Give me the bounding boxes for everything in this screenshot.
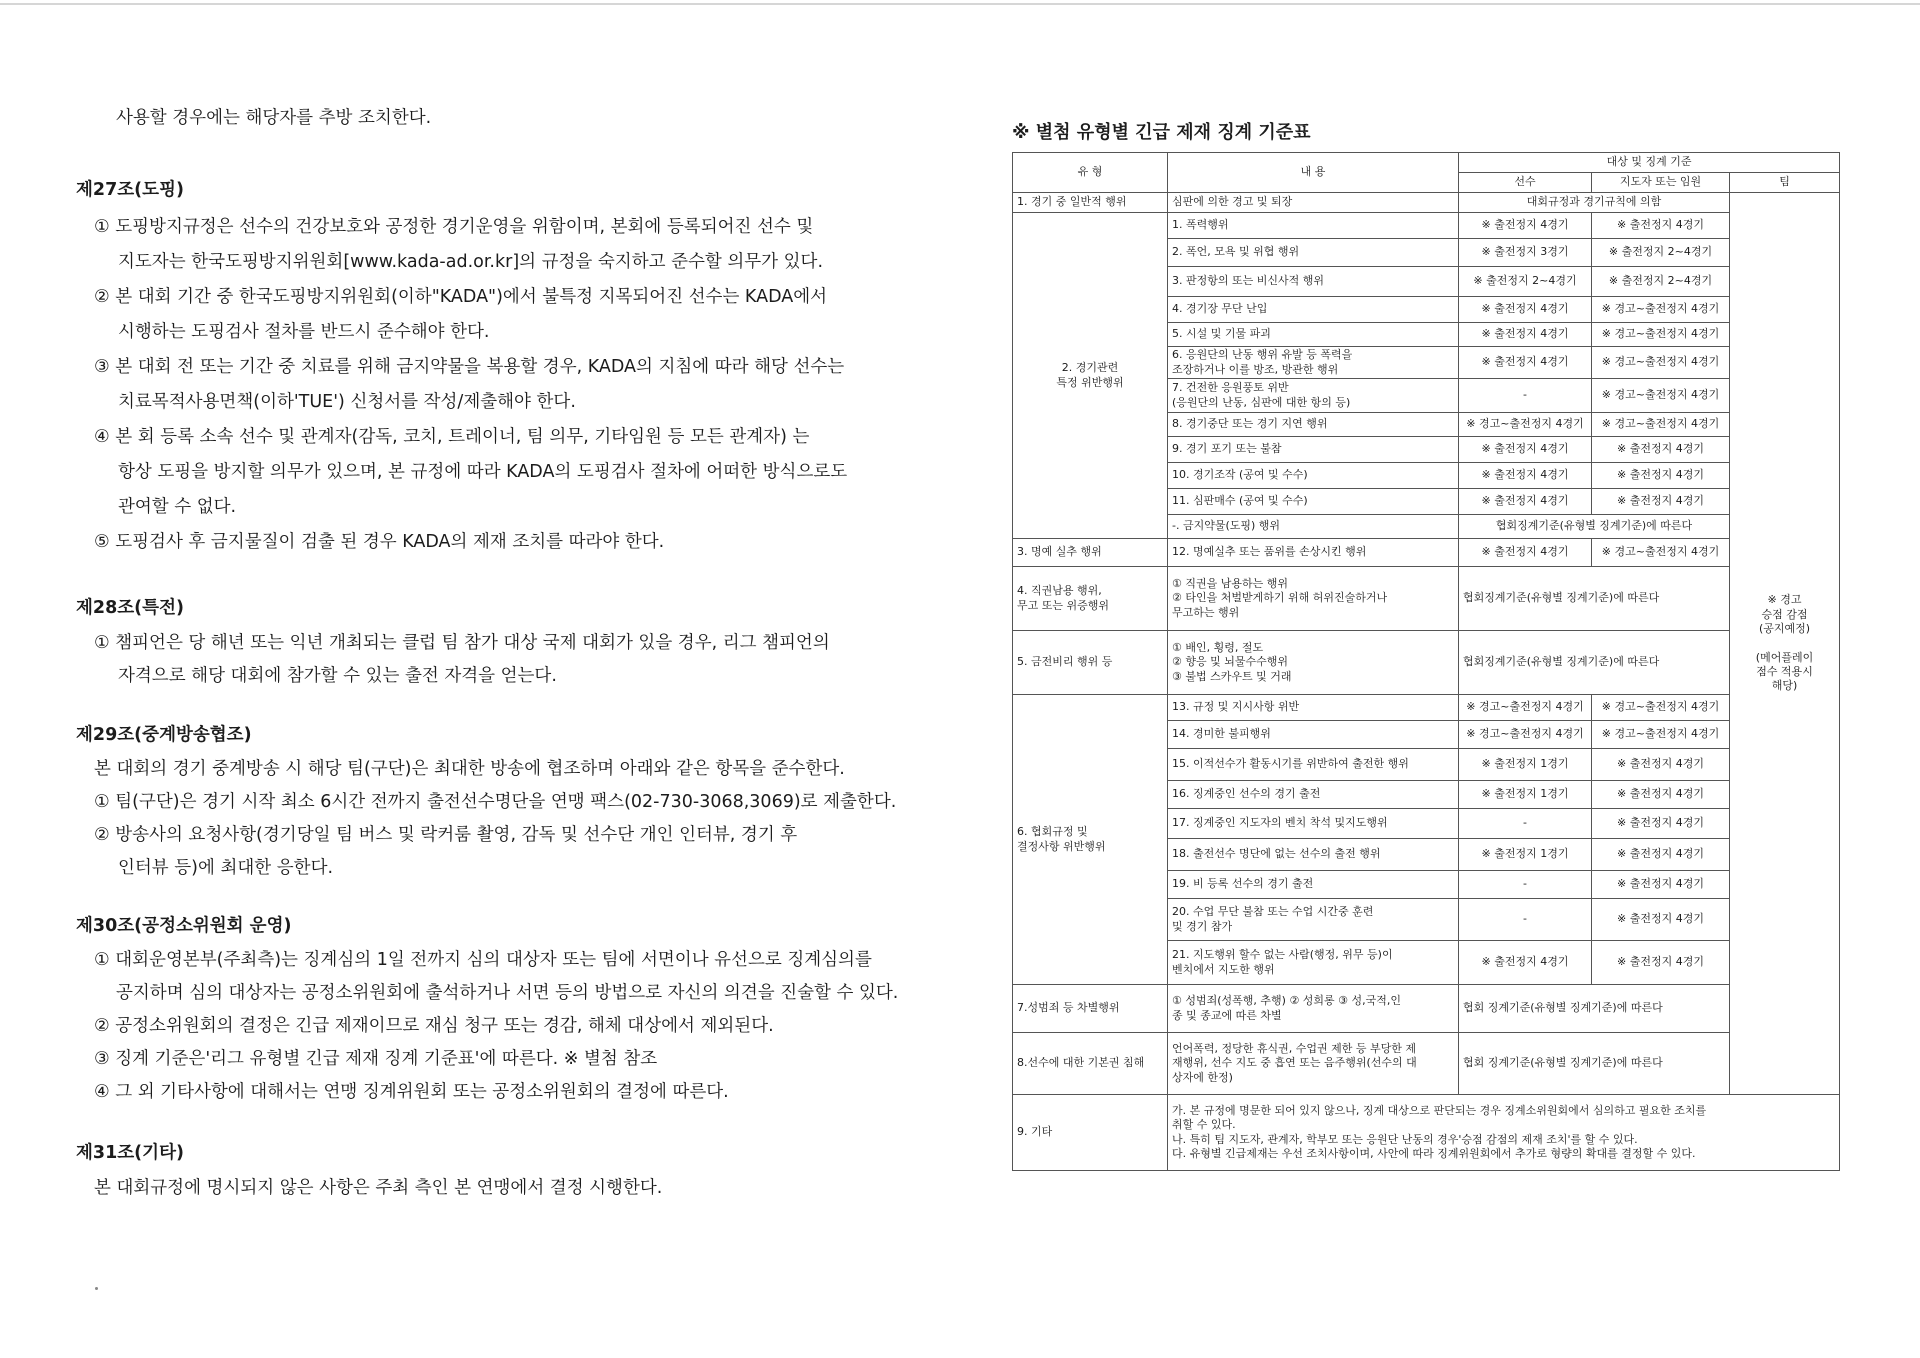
sanction-merged-cell: 협회 징계기준(유형별 징계기준)에 따른다 [1459, 1033, 1730, 1095]
coach-sanction-cell: ※ 출전정지 4경기 [1592, 839, 1730, 871]
text-line: 지도자는 한국도핑방지위원회[www.kada-ad.or.kr]의 규정을 숙지하고 준수할 의무가 있다. [118, 252, 824, 272]
text-line: 관여할 수 없다. [118, 497, 237, 517]
table-row [1013, 213, 1840, 239]
sanction-merged-cell: 협회징계기준(유형별 징계기준)에 따른다 [1459, 631, 1730, 695]
coach-sanction-cell: ※ 경고~출전정지 4경기 [1592, 721, 1730, 749]
content-cell: 20. 수업 무단 불참 또는 수업 시간중 훈련 및 경기 참가 [1168, 899, 1459, 941]
table-title: ※ 별첨 유형별 긴급 제재 징계 기준표 [1012, 122, 1311, 143]
text-line: ② 본 대회 기간 중 한국도핑방지위원회(이하"KADA")에서 불특정 지목되어진 선수는 KADA에서 [94, 287, 828, 307]
discipline-table [1012, 152, 1840, 1171]
coach-sanction-cell: ※ 출전정지 4경기 [1592, 809, 1730, 839]
content-cell: 14. 경미한 불피행위 [1168, 721, 1459, 749]
type-cell: 6. 협회규정 및 결정사항 위반행위 [1013, 695, 1168, 985]
coach-sanction-cell: ※ 출전정지 4경기 [1592, 489, 1730, 515]
sanction-merged-cell: 대회규정과 경기규칙에 의함 [1459, 193, 1730, 213]
coach-sanction-cell: ※ 출전정지 2~4경기 [1592, 239, 1730, 267]
coach-sanction-cell: ※ 출전정지 4경기 [1592, 213, 1730, 239]
player-sanction-cell: ※ 경고~출전정지 4경기 [1459, 695, 1592, 721]
text-line: 자격으로 해당 대회에 참가할 수 있는 출전 자격을 얻는다. [118, 666, 557, 686]
text-line: ① 챔피언은 당 해년 또는 익년 개최되는 클럽 팀 참가 대상 국제 대회가 있을 경우, 리그 챔피언의 [94, 633, 830, 653]
player-sanction-cell: ※ 출전정지 4경기 [1459, 347, 1592, 379]
text-line: 시행하는 도핑검사 절차를 반드시 준수해야 한다. [118, 322, 490, 342]
coach-sanction-cell: ※ 출전정지 4경기 [1592, 437, 1730, 463]
content-cell: 언어폭력, 정당한 휴식권, 수업권 제한 등 부당한 제 재행위, 선수 지도 중 흡연 또는 음주행위(선수의 대 상자에 한정) [1168, 1033, 1459, 1095]
type-cell: 1. 경기 중 일반적 행위 [1013, 193, 1168, 213]
text-line: ④ 본 회 등록 소속 선수 및 관계자(감독, 코치, 트레이너, 팀 의무, 기타임원 등 모든 관계자) 는 [94, 427, 810, 447]
type-cell: 9. 기타 [1013, 1095, 1168, 1171]
coach-sanction-cell: ※ 출전정지 4경기 [1592, 781, 1730, 809]
player-sanction-cell: ※ 출전정지 3경기 [1459, 239, 1592, 267]
header-target: 대상 및 징계 기준 [1459, 153, 1840, 173]
content-cell: ① 직권을 남용하는 행위 ② 타인을 처벌받게하기 위해 허위진술하거나 무고하는 행위 [1168, 567, 1459, 631]
text-line: 공지하며 심의 대상자는 공정소위원회에 출석하거나 서면 등의 방법으로 자신의 의견을 진술할 수 있다. [116, 983, 899, 1003]
content-cell: 3. 판정항의 또는 비신사적 행위 [1168, 267, 1459, 297]
header-content: 내 용 [1168, 153, 1459, 193]
scan-speck [95, 1287, 98, 1290]
article-heading: 제28조(특전) [76, 598, 184, 618]
text-line: 인터뷰 등)에 최대한 응한다. [118, 858, 334, 878]
type-cell: 4. 직권남용 행위, 무고 또는 위증행위 [1013, 567, 1168, 631]
sanction-merged-cell: 협회징계기준(유형별 징계기준)에 따른다 [1459, 515, 1730, 539]
type-cell: 2. 경기관련 특정 위반행위 [1013, 213, 1168, 539]
header-player: 선수 [1459, 173, 1592, 193]
player-sanction-cell: - [1459, 809, 1592, 839]
text-line: ④ 그 외 기타사항에 대해서는 연맹 징계위원회 또는 공정소위원회의 결정에 따른다. [94, 1082, 729, 1102]
player-sanction-cell: ※ 출전정지 1경기 [1459, 749, 1592, 781]
table-row [1013, 539, 1840, 567]
sanction-merged-cell: 협회 징계기준(유형별 징계기준)에 따른다 [1459, 985, 1730, 1033]
table-row [1013, 1095, 1840, 1171]
content-cell: 9. 경기 포기 또는 불참 [1168, 437, 1459, 463]
player-sanction-cell: ※ 출전정지 4경기 [1459, 463, 1592, 489]
player-sanction-cell: ※ 출전정지 4경기 [1459, 213, 1592, 239]
table-row [1013, 985, 1840, 1033]
table-row [1013, 1033, 1840, 1095]
coach-sanction-cell: ※ 출전정지 4경기 [1592, 899, 1730, 941]
text-line: ① 팀(구단)은 경기 시작 최소 6시간 전까지 출전선수명단을 연맹 팩스(02-730-3068,3069)로 제출한다. [94, 792, 897, 812]
content-cell: 10. 경기조작 (공여 및 수수) [1168, 463, 1459, 489]
coach-sanction-cell: ※ 경고~출전정지 4경기 [1592, 347, 1730, 379]
content-cell: ① 배인, 횡령, 절도 ② 향응 및 뇌물수수행위 ③ 불법 스카우트 및 거래 [1168, 631, 1459, 695]
type-cell: 7.성범죄 등 차별행위 [1013, 985, 1168, 1033]
player-sanction-cell: ※ 경고~출전정지 4경기 [1459, 721, 1592, 749]
content-cell: 16. 징계중인 선수의 경기 출전 [1168, 781, 1459, 809]
content-cell: 4. 경기장 무단 난입 [1168, 297, 1459, 323]
type-cell: 5. 금전비리 행위 등 [1013, 631, 1168, 695]
player-sanction-cell: ※ 출전정지 1경기 [1459, 781, 1592, 809]
coach-sanction-cell: ※ 출전정지 4경기 [1592, 463, 1730, 489]
content-cell: 6. 응원단의 난동 행위 유발 등 폭력을 조장하거나 이를 방조, 방관한 행위 [1168, 347, 1459, 379]
coach-sanction-cell: ※ 경고~출전정지 4경기 [1592, 297, 1730, 323]
content-cell: 18. 출전선수 명단에 없는 선수의 출전 행위 [1168, 839, 1459, 871]
coach-sanction-cell: ※ 출전정지 2~4경기 [1592, 267, 1730, 297]
coach-sanction-cell: ※ 경고~출전정지 4경기 [1592, 379, 1730, 413]
text-line: 항상 도핑을 방지할 의무가 있으며, 본 규정에 따라 KADA의 도핑검사 절차에 어떠한 방식으로도 [118, 462, 848, 482]
player-sanction-cell: - [1459, 379, 1592, 413]
content-cell: 13. 규정 및 지시사항 위반 [1168, 695, 1459, 721]
content-cell: 7. 건전한 응원풍토 위반 (응원단의 난동, 심판에 대한 항의 등) [1168, 379, 1459, 413]
text-line: ③ 징계 기준은'리그 유형별 긴급 제재 징계 기준표'에 따른다. ※ 별첨 참조 [94, 1049, 658, 1069]
text-line: 치료목적사용면책(이하'TUE') 신청서를 작성/제출해야 한다. [118, 392, 576, 412]
text-line: ① 도핑방지규정은 선수의 건강보호와 공정한 경기운영을 위함이며, 본회에 등록되어진 선수 및 [94, 217, 814, 237]
player-sanction-cell: ※ 출전정지 2~4경기 [1459, 267, 1592, 297]
content-cell: 가. 본 규정에 명문한 되어 있지 않으나, 징계 대상으로 판단되는 경우 징계소위원회에서 심의하고 필요한 조치를 취할 수 있다. 나. 특히 팀 지도자, 관계자, 학부모 또는 응원단 난동의 경우'승점 감점의 제재 조치'를 할 수 있다. 다. 유형별 긴급제재는 우선 조치사항이며, 사안에 따라 징계위원회에서 추가로 형량의 확대를 결정할 수 있다. [1168, 1095, 1840, 1171]
player-sanction-cell: ※ 경고~출전정지 4경기 [1459, 413, 1592, 437]
header-type: 유 형 [1013, 153, 1168, 193]
text-line: 본 대회의 경기 중계방송 시 해당 팀(구단)은 최대한 방송에 협조하며 아래와 같은 항목을 준수한다. [94, 759, 845, 779]
coach-sanction-cell: ※ 출전정지 4경기 [1592, 941, 1730, 985]
article-heading: 제30조(공정소위원회 운영) [76, 916, 292, 936]
player-sanction-cell: ※ 출전정지 1경기 [1459, 839, 1592, 871]
content-cell: 2. 폭언, 모욕 및 위협 행위 [1168, 239, 1459, 267]
player-sanction-cell: ※ 출전정지 4경기 [1459, 941, 1592, 985]
text-line: ② 공정소위원회의 결정은 긴급 제재이므로 재심 청구 또는 경감, 해체 대상에서 제외된다. [94, 1016, 774, 1036]
table-header-row [1013, 153, 1840, 173]
type-cell: 8.선수에 대한 기본권 침해 [1013, 1033, 1168, 1095]
content-cell: 21. 지도행위 할수 없는 사람(행정, 위무 등)이 벤치에서 지도한 행위 [1168, 941, 1459, 985]
content-cell: 심판에 의한 경고 및 퇴장 [1168, 193, 1459, 213]
player-sanction-cell: - [1459, 871, 1592, 899]
coach-sanction-cell: ※ 경고~출전정지 4경기 [1592, 539, 1730, 567]
team-sanction-cell: ※ 경고 승점 감점 (공지예정) (메어플레이 점수 적용시 해당) [1730, 193, 1840, 1095]
content-cell: 12. 명예실추 또는 품위를 손상시킨 행위 [1168, 539, 1459, 567]
player-sanction-cell: ※ 출전정지 4경기 [1459, 297, 1592, 323]
player-sanction-cell: - [1459, 899, 1592, 941]
article-heading: 제31조(기타) [76, 1143, 184, 1163]
coach-sanction-cell: ※ 경고~출전정지 4경기 [1592, 413, 1730, 437]
table-row [1013, 631, 1840, 695]
coach-sanction-cell: ※ 출전정지 4경기 [1592, 749, 1730, 781]
text-line: ⑤ 도핑검사 후 금지물질이 검출 된 경우 KADA의 제재 조치를 따라야 한다. [94, 532, 665, 552]
player-sanction-cell: ※ 출전정지 4경기 [1459, 323, 1592, 347]
content-cell: ① 성범죄(성폭행, 추행) ② 성희롱 ③ 성,국적,인 종 및 종교에 따른 차별 [1168, 985, 1459, 1033]
sanction-merged-cell: 협회징계기준(유형별 징계기준)에 따른다 [1459, 567, 1730, 631]
content-cell: -. 금지약물(도핑) 행위 [1168, 515, 1459, 539]
table-row [1013, 695, 1840, 721]
content-cell: 15. 이적선수가 활동시기를 위반하여 출전한 행위 [1168, 749, 1459, 781]
coach-sanction-cell: ※ 출전정지 4경기 [1592, 871, 1730, 899]
table-row [1013, 567, 1840, 631]
text-line: 본 대회규정에 명시되지 않은 사항은 주최 측인 본 연맹에서 결정 시행한다. [94, 1178, 663, 1198]
content-cell: 17. 징계중인 지도자의 벤치 착석 및지도행위 [1168, 809, 1459, 839]
page-top-border [0, 3, 1920, 5]
type-cell: 3. 명예 실추 행위 [1013, 539, 1168, 567]
text-line: 사용할 경우에는 해당자를 추방 조치한다. [116, 108, 432, 128]
player-sanction-cell: ※ 출전정지 4경기 [1459, 489, 1592, 515]
coach-sanction-cell: ※ 경고~출전정지 4경기 [1592, 695, 1730, 721]
content-cell: 11. 심판매수 (공여 및 수수) [1168, 489, 1459, 515]
content-cell: 5. 시설 및 기물 파괴 [1168, 323, 1459, 347]
player-sanction-cell: ※ 출전정지 4경기 [1459, 539, 1592, 567]
player-sanction-cell: ※ 출전정지 4경기 [1459, 437, 1592, 463]
coach-sanction-cell: ※ 경고~출전정지 4경기 [1592, 323, 1730, 347]
header-team: 팀 [1730, 173, 1840, 193]
header-coach: 지도자 또는 임원 [1592, 173, 1730, 193]
table-row [1013, 193, 1840, 213]
content-cell: 1. 폭력행위 [1168, 213, 1459, 239]
article-heading: 제27조(도핑) [76, 180, 184, 200]
text-line: ① 대회운영본부(주최측)는 징계심의 1일 전까지 심의 대상자 또는 팀에 서면이나 유선으로 징계심의를 [94, 950, 872, 970]
text-line: ③ 본 대회 전 또는 기간 중 치료를 위해 금지약물을 복용할 경우, KADA의 지침에 따라 해당 선수는 [94, 357, 845, 377]
article-heading: 제29조(중계방송협조) [76, 725, 252, 745]
content-cell: 8. 경기중단 또는 경기 지연 행위 [1168, 413, 1459, 437]
text-line: ② 방송사의 요청사항(경기당일 팀 버스 및 락커룸 촬영, 감독 및 선수단 개인 인터뷰, 경기 후 [94, 825, 798, 845]
content-cell: 19. 비 등록 선수의 경기 출전 [1168, 871, 1459, 899]
